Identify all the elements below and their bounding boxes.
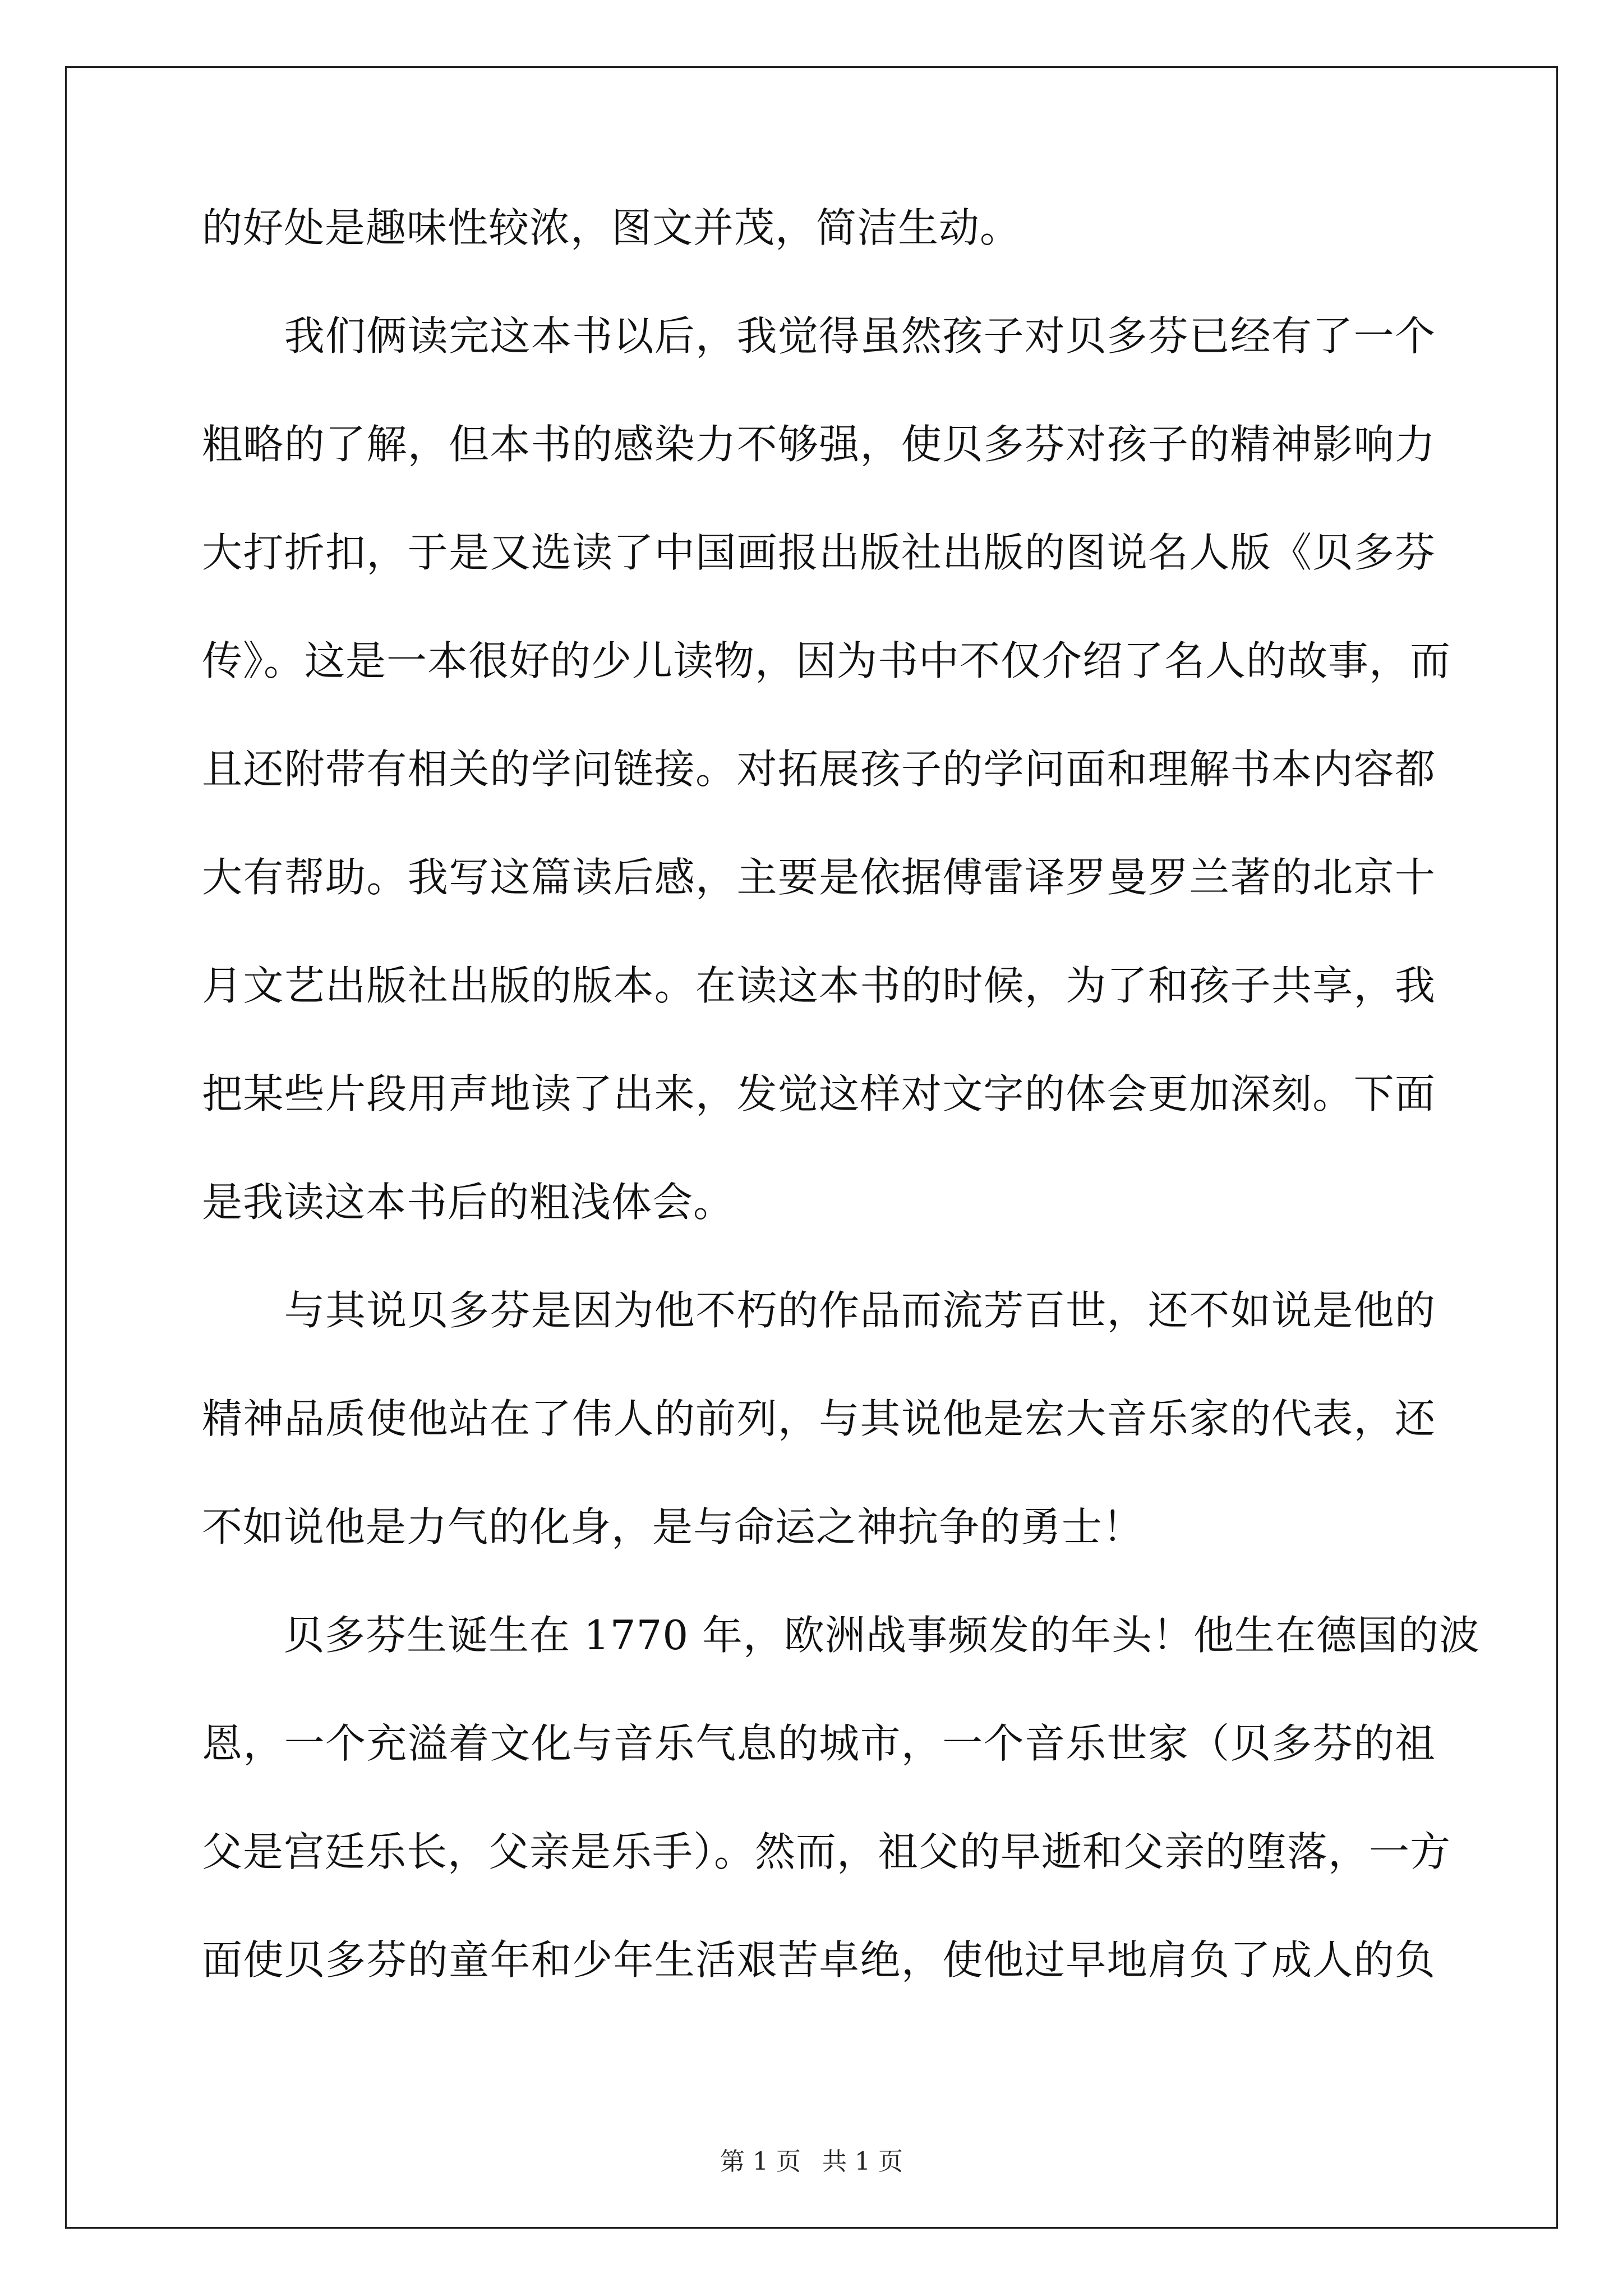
text-line: 月文艺出版社出版的版本。在读这本书的时候，为了和孩子共享，我: [202, 962, 1436, 1009]
text-line: 父是宫廷乐长，父亲是乐手）。然而，祖父的早逝和父亲的堕落，一方: [202, 1828, 1451, 1875]
text-line: 粗略的了解，但本书的感染力不够强，使贝多芬对孩子的精神影响力: [202, 421, 1436, 468]
text-line: 不如说他是力气的化身，是与命运之神抗争的勇士！: [202, 1503, 1144, 1550]
text-line: 传》。这是一本很好的少儿读物，因为书中不仅介绍了名人的故事，而: [202, 637, 1451, 684]
text-line: 恩，一个充溢着文化与音乐气息的城市，一个音乐世家（贝多芬的祖: [202, 1720, 1436, 1767]
text-line: 大打折扣，于是又选读了中国画报出版社出版的图说名人版《贝多芬: [202, 529, 1436, 576]
text-line: 把某些片段用声地读了出来，发觉这样对文字的体会更加深刻。下面: [202, 1070, 1436, 1117]
text-line: 贝多芬生诞生在 1770 年，欧洲战事频发的年头！他生在德国的波: [202, 1612, 1481, 1659]
page-number: 第 1 页: [720, 2147, 801, 2176]
text-line: 且还附带有相关的学问链接。对拓展孩子的学问面和理解书本内容都: [202, 746, 1436, 793]
page-total: 共 1 页: [822, 2147, 903, 2176]
page-footer: [0, 2147, 1623, 2176]
text-line: 精神品质使他站在了伟人的前列，与其说他是宏大音乐家的代表，还: [202, 1395, 1436, 1442]
text-line: 面使贝多芬的童年和少年生活艰苦卓绝，使他过早地肩负了成人的负: [202, 1936, 1436, 1984]
text-line: 大有帮助。我写这篇读后感，主要是依据傅雷译罗曼罗兰著的北京十: [202, 854, 1436, 901]
text-line: 是我读这本书后的粗浅体会。: [202, 1179, 735, 1226]
text-line: 与其说贝多芬是因为他不朽的作品而流芳百世，还不如说是他的: [202, 1287, 1436, 1334]
text-line: 我们俩读完这本书以后，我觉得虽然孩子对贝多芬已经有了一个: [202, 312, 1436, 360]
document-body: [202, 204, 1481, 2048]
text-line: 的好处是趣味性较浓，图文并茂，简洁生动。: [202, 204, 1021, 251]
